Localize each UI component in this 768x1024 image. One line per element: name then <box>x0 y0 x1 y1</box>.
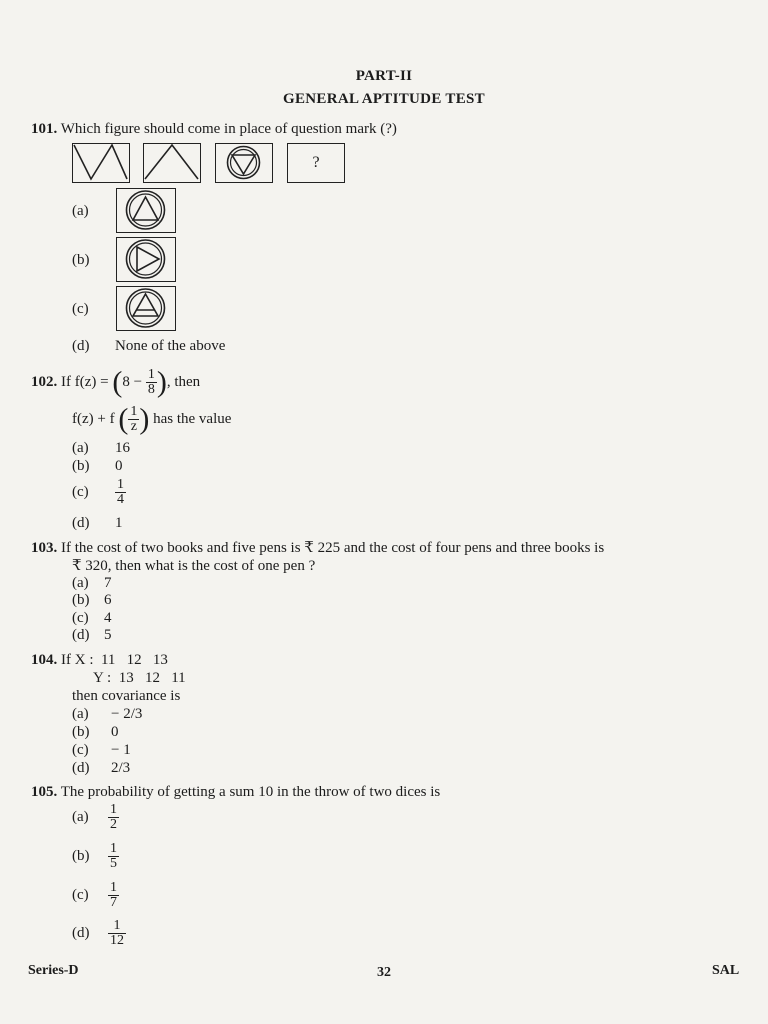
option-b <box>72 842 119 871</box>
triangle-in-circle-icon <box>116 188 176 233</box>
option-c <box>72 881 119 910</box>
option-label: (d) <box>72 924 90 941</box>
option-label: (b) <box>72 724 90 740</box>
denominator: 7 <box>110 895 117 910</box>
option-label: (c) <box>72 610 89 626</box>
series-label: Series-D <box>28 963 79 978</box>
option-text: 1 <box>115 515 123 531</box>
part-heading: PART-II <box>355 68 413 84</box>
numerator: 1 <box>113 918 121 933</box>
close-paren: ) <box>156 365 167 399</box>
numerator: 1 <box>110 802 117 817</box>
function-definition-prefix: If f(z) = <box>61 374 109 390</box>
option-label: (a) <box>72 440 89 456</box>
option-text: − 2/3 <box>111 706 143 722</box>
option-d <box>72 919 126 948</box>
option-a <box>72 803 119 832</box>
open-paren: ( <box>118 402 129 436</box>
denominator: 5 <box>110 856 117 871</box>
fraction-option <box>108 881 119 910</box>
option-label: (c) <box>72 483 89 500</box>
section-title: GENERAL APTITUDE TEST <box>283 91 485 107</box>
option-c-label: (c) <box>72 301 89 317</box>
fraction-option <box>108 919 126 948</box>
option-label: (d) <box>72 627 90 643</box>
question-103-line-2: ₹ 320, then what is the cost of one pen ? <box>72 558 316 574</box>
figure-3-inverted-triangle-in-circle-icon <box>215 143 273 183</box>
fraction-one-eighth <box>146 368 157 397</box>
numerator: 1 <box>130 404 138 420</box>
figure-1-zigzag-icon <box>72 143 130 183</box>
fraction-option <box>108 803 119 832</box>
option-label: (c) <box>72 886 89 903</box>
option-d <box>72 338 225 356</box>
numerator: 1 <box>110 880 117 895</box>
question-number: 103. <box>31 540 58 556</box>
question-105 <box>31 783 440 801</box>
option-label: (a) <box>72 808 89 825</box>
option-c <box>72 610 112 628</box>
question-tail: has the value <box>153 411 232 427</box>
figure-2-triangle-icon <box>143 143 201 183</box>
option-label: (a) <box>72 706 89 722</box>
option-text: 0 <box>115 458 123 474</box>
option-text: 16 <box>115 440 130 456</box>
option-text: None of the above <box>115 338 226 354</box>
question-number: 102. <box>31 374 58 390</box>
fraction-one-over-z <box>128 405 139 434</box>
booklet-code: SAL <box>712 963 740 978</box>
close-paren: ) <box>139 402 150 436</box>
option-b <box>72 592 112 610</box>
option-b <box>72 458 123 476</box>
option-label: (a) <box>72 575 89 591</box>
question-102 <box>31 365 201 399</box>
option-d <box>72 760 130 778</box>
function-definition-suffix: , then <box>166 374 201 390</box>
denominator: 8 <box>147 382 155 398</box>
numerator: 1 <box>117 477 124 492</box>
fraction-option <box>108 842 119 871</box>
option-text: 7 <box>104 575 112 591</box>
denominator: 4 <box>117 492 124 507</box>
denominator: 12 <box>110 933 124 948</box>
fraction-one-quarter <box>115 478 126 507</box>
whole-term: 8 − <box>122 374 143 390</box>
question-number: 101. <box>31 121 58 137</box>
option-c <box>72 478 126 507</box>
question-text: The probability of getting a sum 10 in the throw of two dices is <box>60 784 441 800</box>
option-label: (b) <box>72 592 90 608</box>
option-text: 4 <box>104 610 112 626</box>
x-row: If X : 11 12 13 <box>61 652 168 668</box>
option-c <box>72 742 131 760</box>
denominator: z <box>128 419 139 434</box>
question-104 <box>31 651 168 669</box>
option-label: (d) <box>72 338 90 354</box>
triangle-with-bar-in-circle-icon <box>116 286 176 331</box>
option-label: (c) <box>72 742 89 758</box>
question-number: 105. <box>31 784 58 800</box>
option-text: 5 <box>104 627 112 643</box>
option-text: 2/3 <box>111 760 131 776</box>
option-label: (d) <box>72 515 90 531</box>
option-a <box>72 575 112 593</box>
option-a <box>72 706 142 724</box>
question-101 <box>31 120 397 138</box>
right-triangle-in-circle-icon <box>116 237 176 282</box>
figure-4-question-box <box>287 143 345 183</box>
option-b-label: (b) <box>72 252 90 268</box>
option-a-label: (a) <box>72 203 89 219</box>
option-d <box>72 627 112 645</box>
option-label: (d) <box>72 760 90 776</box>
numerator: 1 <box>110 841 117 856</box>
question-text: Which figure should come in place of question mark (?) <box>60 121 397 137</box>
question-102-line-2 <box>72 404 231 434</box>
numerator: 1 <box>147 367 155 383</box>
question-104-line-3: then covariance is <box>72 688 181 704</box>
option-d <box>72 515 123 533</box>
page-number: 32 <box>377 965 391 980</box>
option-b <box>72 724 119 742</box>
y-row: Y : 13 12 11 <box>93 670 186 686</box>
option-a <box>72 440 130 458</box>
option-label: (b) <box>72 847 90 864</box>
question-mark: ? <box>312 154 320 171</box>
option-text: − 1 <box>111 742 131 758</box>
option-text: 6 <box>104 592 112 608</box>
denominator: 2 <box>110 817 117 832</box>
option-label: (b) <box>72 458 90 474</box>
question-text-line-1: If the cost of two books and five pens is ₹ 225 and the cost of four pens and three books is <box>61 540 605 556</box>
question-number: 104. <box>31 652 58 668</box>
option-text: 0 <box>111 724 119 740</box>
question-103 <box>31 539 604 557</box>
sum-expression: f(z) + f <box>72 411 115 427</box>
open-paren: ( <box>112 365 123 399</box>
